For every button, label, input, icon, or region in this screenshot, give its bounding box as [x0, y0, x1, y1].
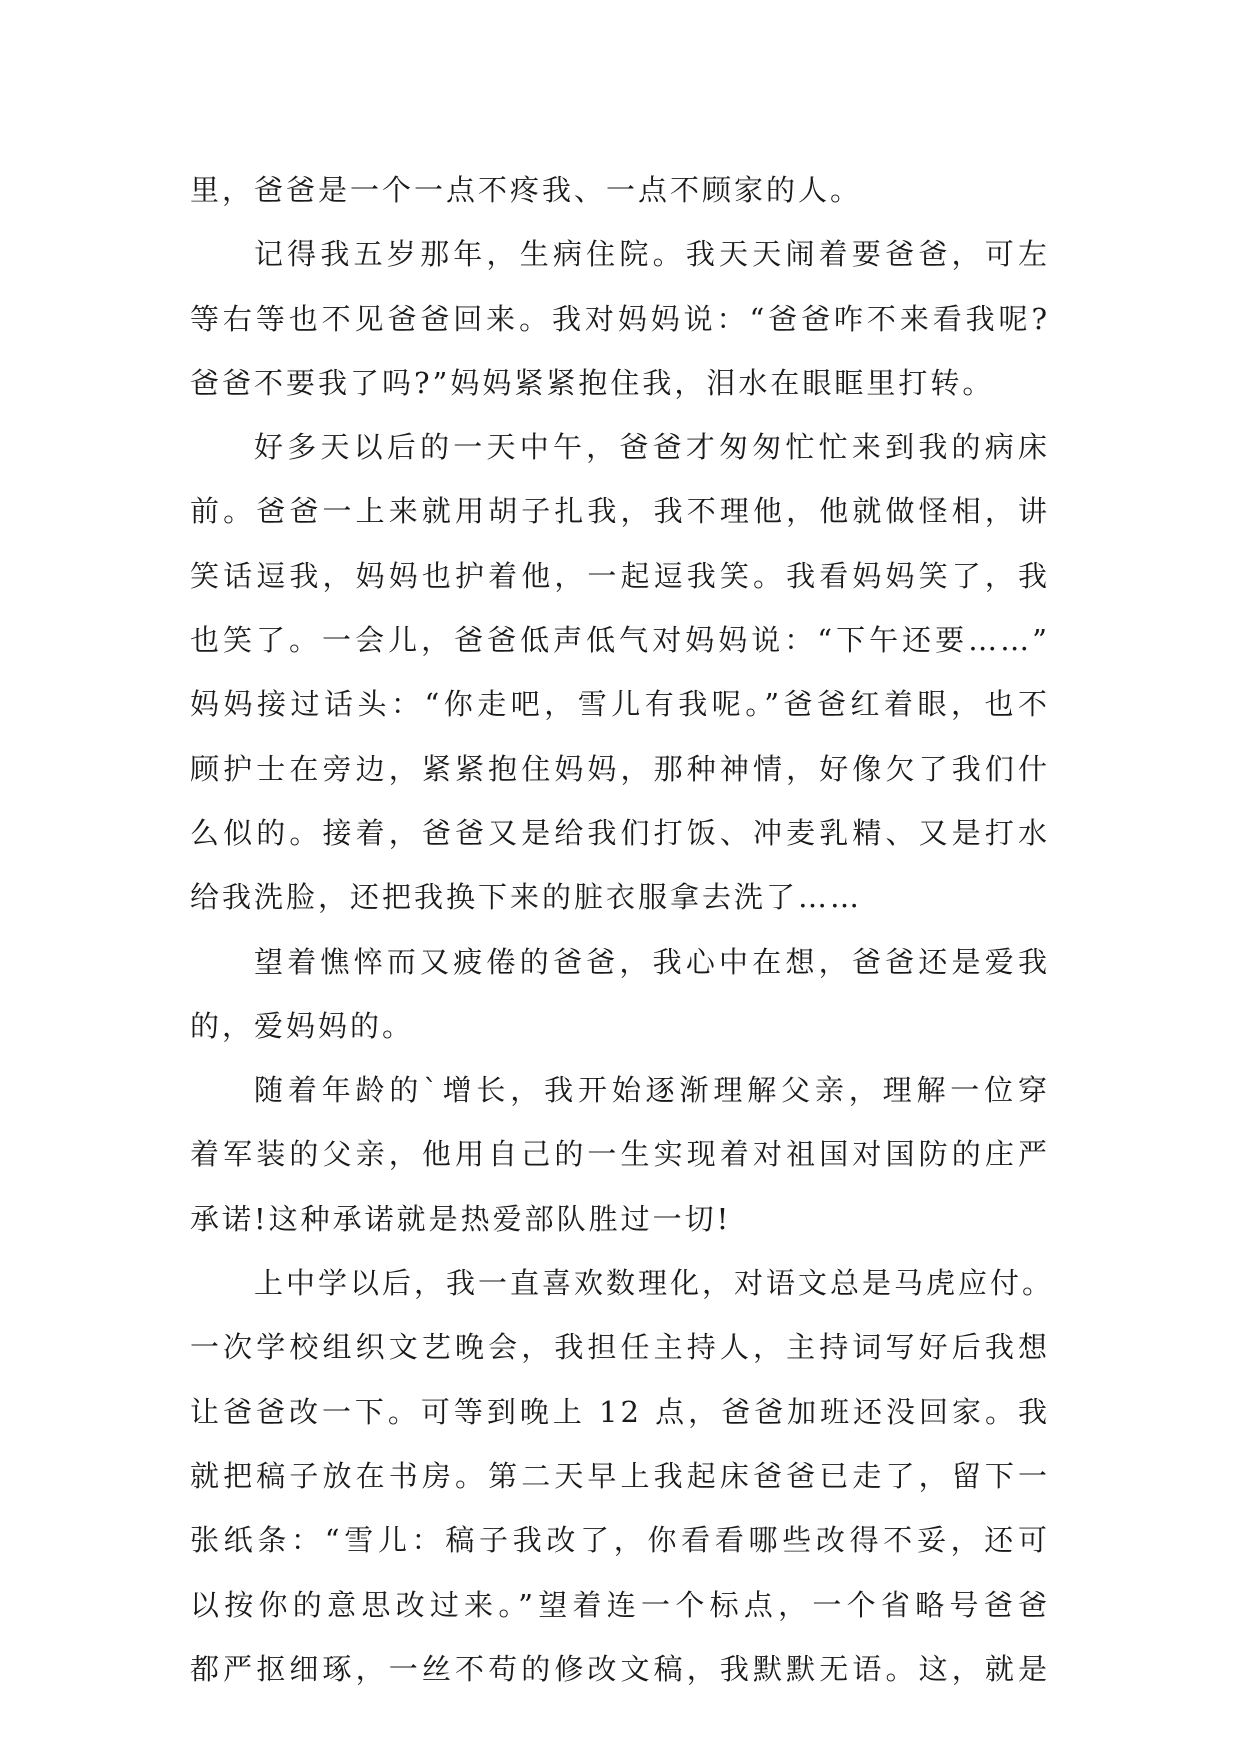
text-line: 么似的。接着，爸爸又是给我们打饭、冲麦乳精、又是打水 — [190, 815, 1050, 850]
text-line: 承诺!这种承诺就是热爱部队胜过一切! — [190, 1201, 732, 1236]
text-line: 等右等也不见爸爸回来。我对妈妈说：“爸爸咋不来看我呢? — [190, 301, 1050, 336]
text-line: 爸爸不要我了吗?”妈妈紧紧抱住我，泪水在眼眶里打转。 — [190, 365, 995, 400]
text-line: 也笑了。一会儿，爸爸低声低气对妈妈说：“下午还要……” — [190, 623, 1050, 658]
text-line: 给我洗脸，还把我换下来的脏衣服拿去洗了…… — [190, 880, 863, 915]
text-line: 望着憔悴而又疲倦的爸爸，我心中在想，爸爸还是爱我 — [254, 944, 1050, 979]
text-line: 前。爸爸一上来就用胡子扎我，我不理他，他就做怪相，讲 — [190, 494, 1050, 529]
text-line: 张纸条：“雪儿：稿子我改了，你看看哪些改得不妥，还可 — [190, 1523, 1050, 1558]
text-line: 妈妈接过话头：“你走吧，雪儿有我呢。”爸爸红着眼，也不 — [190, 687, 1050, 722]
text-line: 让爸爸改一下。可等到晚上 12 点，爸爸加班还没回家。我 — [190, 1394, 1050, 1429]
text-line: 都严抠细琢，一丝不苟的修改文稿，我默默无语。这，就是 — [190, 1651, 1050, 1686]
text-line: 顾护士在旁边，紧紧抱住妈妈，那种神情，好像欠了我们什 — [190, 751, 1050, 786]
text-line: 一次学校组织文艺晚会，我担任主持人，主持词写好后我想 — [190, 1330, 1050, 1365]
text-line: 记得我五岁那年，生病住院。我天天闹着要爸爸，可左 — [254, 237, 1050, 272]
text-line: 的，爱妈妈的。 — [190, 1008, 415, 1043]
text-line: 笑话逗我，妈妈也护着他，一起逗我笑。我看妈妈笑了，我 — [190, 558, 1050, 593]
text-line: 就把稿子放在书房。第二天早上我起床爸爸已走了，留下一 — [190, 1458, 1050, 1493]
text-line: 里，爸爸是一个一点不疼我、一点不顾家的人。 — [190, 173, 863, 207]
text-line: 上中学以后，我一直喜欢数理化，对语文总是马虎应付。 — [254, 1266, 1055, 1301]
text-line: 好多天以后的一天中午，爸爸才匆匆忙忙来到我的病床 — [254, 430, 1050, 465]
document-body — [190, 158, 1055, 1701]
text-line: 着军装的父亲，他用自己的一生实现着对祖国对国防的庄严 — [190, 1137, 1050, 1172]
text-line: 以按你的意思改过来。”望着连一个标点，一个省略号爸爸 — [190, 1587, 1050, 1622]
text-line: 随着年龄的`增长，我开始逐渐理解父亲，理解一位穿 — [254, 1073, 1050, 1108]
